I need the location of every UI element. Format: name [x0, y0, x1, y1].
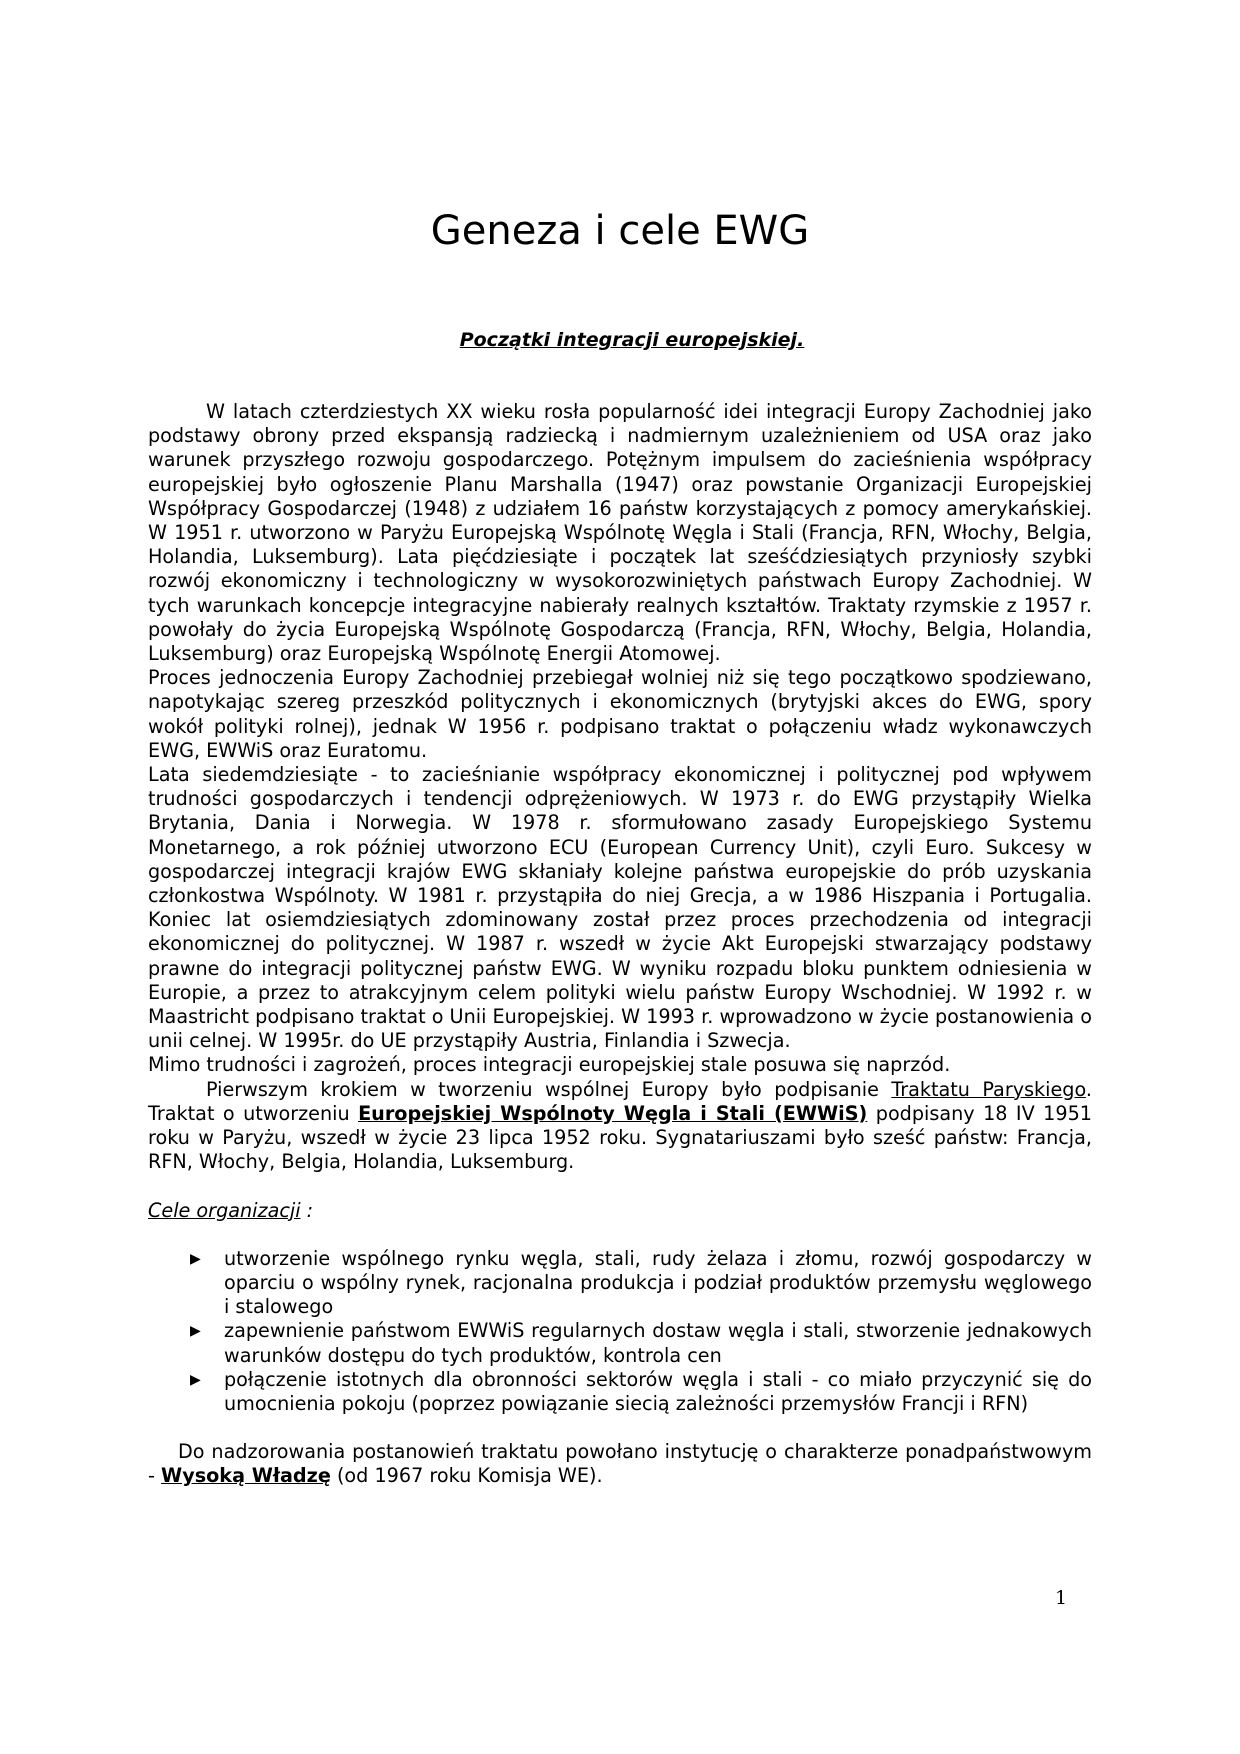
triangle-bullet-icon: ▶	[190, 1323, 201, 1340]
triangle-bullet-icon: ▶	[190, 1371, 201, 1388]
paragraph-2: Proces jednoczenia Europy Zachodniej przebiegał wolniej niż się tego początkowo spodziewano, napotykając szereg przeszkód politycznych i ekonomicznych (brytyjski akces do EWG, spory wokół polityki rolnej), jednak W 1956 r. podpisano traktat o połączeniu władz wykonawczych EWG, EWWiS oraz Euratomu.	[148, 666, 1092, 762]
link-ewwis[interactable]: Europejskiej Wspólnoty Węgla i Stali (EWWiS)	[358, 1101, 868, 1125]
link-traktat-paryski[interactable]: Traktatu Paryskiego	[891, 1077, 1086, 1101]
list-item-text: połączenie istotnych dla obronności sektorów węgla i stali - co miało przyczynić się do umocnienia pokoju (poprzez powiązanie siecią zależności przemysłów Francji i RFN)	[224, 1367, 1092, 1415]
list-item	[148, 1247, 1092, 1320]
final-text-1: Do nadzorowania postanowień traktatu powołano instytucję o charakterze ponadpaństwowym -	[148, 1440, 1092, 1488]
goals-heading	[148, 1199, 1092, 1223]
paragraph-3: Lata siedemdziesiąte - to zacieśnianie współpracy ekonomicznej i politycznej pod wpływem trudności gospodarczych i tendencji odprężeniowych. W 1973 r. do EWG przystąpiły Wielka Brytania, Dania i Norwegia. W 1978 r. sformułowano zasady Europejskiego Systemu Monetarnego, a rok później utworzono ECU (European Currency Unit), czyli Euro. Sukcesy w gospodarczej integracji krajów EWG skłaniały kolejne państwa europejskie do prób uzyskania członkostwa Wspólnoty. W 1981 r. przystąpiła do niej Grecja, a w 1986 Hiszpania i Portugalia. Koniec lat osiemdziesiątych zdominowany został przez proces przechodzenia od integracji ekonomicznej do politycznej. W 1987 r. wszedł w życie Akt Europejski stwarzający podstawy prawne do integracji politycznej państw EWG. W wyniku rozpadu bloku punktem odniesienia w Europie, a przez to atrakcyjnym celem polityki wielu państw Europy Wschodniej. W 1992 r. w Maastricht podpisano traktat o Unii Europejskiej. W 1993 r. wprowadzono w życie postanowienia o unii celnej. W 1995r. do UE przystąpiły Austria, Finlandia i Szwecja.	[148, 763, 1092, 1053]
paragraph-4: Mimo trudności i zagrożeń, proces integracji europejskiej stale posuwa się naprzód.	[148, 1053, 951, 1077]
triangle-bullet-icon: ▶	[190, 1250, 201, 1267]
paragraph-5-text-1: Pierwszym krokiem w tworzeniu wspólnej Europy było podpisanie	[206, 1077, 892, 1101]
goals-heading-suffix: :	[300, 1198, 314, 1222]
list-item-text: utworzenie wspólnego rynku węgla, stali, rudy żelaza i złomu, rozwój gospodarczy w oparciu o wspólny rynek, racjonalna produkcja i podział produktów przemysłu węglowego i stalowego	[224, 1246, 1092, 1319]
list-item	[148, 1319, 1092, 1367]
paragraph-1: W latach czterdziestych XX wieku rosła popularność idei integracji Europy Zachodniej jako podstawy obrony przed ekspansją radziecką i nadmiernym uzależnieniem od USA oraz jako warunek przyszłego rozwoju gospodarczego. Potężnym impulsem do zacieśnienia współpracy europejskiej było ogłoszenie Planu Marshalla (1947) oraz powstanie Organizacji Europejskiej Współpracy Gospodarczej (1948) z udziałem 16 państw korzystających z pomocy amerykańskiej. W 1951 r. utworzono w Paryżu Europejską Wspólnotę Węgla i Stali (Francja, RFN, Włochy, Belgia, Holandia, Luksemburg). Lata pięćdziesiąte i początek lat sześćdziesiątych przyniosły szybki rozwój ekonomiczny i technologiczny w wysokorozwiniętych państwach Europy Zachodniej. W tych warunkach koncepcje integracyjne nabierały realnych kształtów. Traktaty rzymskie z 1957 r. powołały do życia Europejską Wspólnotę Gospodarczą (Francja, RFN, Włochy, Belgia, Holandia, Luksemburg) oraz Europejską Wspólnotę Energii Atomowej.	[148, 400, 1092, 666]
link-wysoka-wladza[interactable]: Wysoką Władzę	[161, 1464, 331, 1488]
document-body	[148, 400, 1092, 1489]
document-title: Geneza i cele EWG	[430, 208, 810, 254]
final-text-2: (od 1967 roku Komisja WE).	[330, 1464, 603, 1488]
page-number: 1	[1055, 1587, 1068, 1609]
paragraph-5	[148, 1078, 1092, 1175]
goals-list	[148, 1247, 1092, 1416]
section-subtitle: Początki integracji europejskiej.	[459, 329, 805, 351]
list-item	[148, 1368, 1092, 1416]
list-item-text: zapewnienie państwom EWWiS regularnych dostaw węgla i stali, stworzenie jednakowych warunków dostępu do tych produktów, kontrola cen	[224, 1319, 1092, 1367]
paragraph-5-text-2: . Traktat o utworzeniu	[148, 1077, 1092, 1125]
paragraph-5-text-3: podpisany 18 IV 1951 roku w Paryżu, wszedł w życie 23 lipca 1952 roku. Sygnatariuszami było sześć państw: Francja, RFN, Włochy, Belgia, Holandia, Luksemburg.	[148, 1101, 1092, 1174]
final-paragraph	[148, 1440, 1092, 1488]
link-cele-organizacji[interactable]: Cele organizacji	[148, 1198, 301, 1222]
